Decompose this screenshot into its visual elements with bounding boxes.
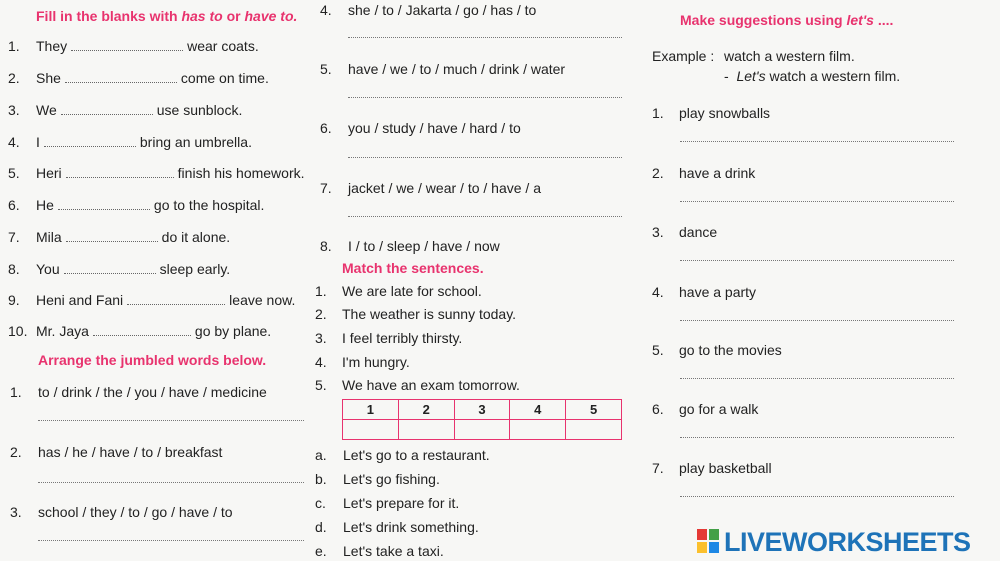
item-subject: She	[36, 70, 61, 86]
answer-blank[interactable]	[66, 167, 174, 178]
match-option	[315, 543, 444, 559]
item-number: 1.	[10, 384, 22, 400]
jumbled-item	[10, 444, 222, 460]
option-letter: b.	[315, 471, 327, 487]
match-option	[315, 447, 490, 463]
item-subject: He	[36, 197, 54, 213]
item-number: 6.	[652, 401, 664, 417]
item-number: 5.	[652, 342, 664, 358]
section4-title-em: let's	[846, 12, 874, 28]
fill-blank-item	[8, 292, 295, 308]
suggestion-prompt: go to the movies	[679, 342, 782, 358]
section2-title: Arrange the jumbled words below.	[38, 352, 267, 368]
fill-blank-item	[8, 102, 242, 118]
match-answer-table	[342, 399, 622, 440]
answer-line[interactable]	[680, 260, 954, 261]
section1-title-em1: has to	[181, 8, 223, 24]
suggestion-item	[652, 401, 758, 417]
item-number: 10.	[8, 323, 28, 339]
jumbled-words: I / to / sleep / have / now	[348, 238, 500, 254]
jumbled-item	[320, 238, 500, 254]
item-number: 9.	[8, 292, 20, 308]
jumbled-item	[10, 384, 267, 400]
match-sentence	[315, 354, 410, 370]
jumbled-words: have / we / to / much / drink / water	[348, 61, 566, 77]
match-option	[315, 471, 440, 487]
answer-blank[interactable]	[127, 294, 225, 305]
item-number: 1.	[652, 105, 664, 121]
answer-line[interactable]	[348, 216, 622, 217]
item-subject: I	[36, 134, 40, 150]
match-sentence	[315, 377, 520, 393]
answer-blank[interactable]	[66, 231, 158, 242]
item-rest: finish his homework.	[177, 165, 305, 181]
answer-line[interactable]	[38, 540, 304, 541]
section3-title: Match the sentences.	[342, 260, 484, 276]
item-subject: Heri	[36, 165, 62, 181]
suggestion-item	[652, 105, 770, 121]
item-subject: They	[36, 38, 68, 54]
sentence-text: The weather is sunny today.	[342, 306, 517, 322]
section1-title	[36, 8, 297, 24]
fill-blank-item	[8, 261, 230, 277]
option-text: Let's take a taxi.	[343, 543, 444, 559]
match-header-4: 4	[510, 400, 566, 420]
jumbled-item	[320, 180, 541, 196]
jumbled-item	[320, 61, 565, 77]
match-answer-cell-2[interactable]	[398, 420, 454, 440]
answer-line[interactable]	[680, 141, 954, 142]
answer-line[interactable]	[680, 201, 954, 202]
fill-blank-item	[8, 38, 259, 54]
option-text: Let's prepare for it.	[343, 495, 460, 511]
suggestion-item	[652, 284, 756, 300]
answer-line[interactable]	[38, 482, 304, 483]
match-sentence	[315, 330, 462, 346]
suggestion-prompt: dance	[679, 224, 718, 240]
example-label: Example :	[652, 48, 715, 64]
item-number: 1.	[8, 38, 20, 54]
item-number: 6.	[8, 197, 20, 213]
fill-blank-item	[8, 197, 264, 213]
item-number: 2.	[10, 444, 22, 460]
section4-title-pre: Make suggestions using	[680, 12, 847, 28]
item-number: 3.	[8, 102, 20, 118]
answer-line[interactable]	[680, 320, 954, 321]
match-sentence	[315, 306, 516, 322]
match-header-1: 1	[343, 400, 399, 420]
suggestion-item	[652, 460, 772, 476]
item-rest: bring an umbrella.	[139, 134, 252, 150]
jumbled-words: has / he / have / to / breakfast	[38, 444, 223, 460]
jumbled-words: school / they / to / go / have / to	[38, 504, 233, 520]
fill-blank-item	[8, 165, 305, 181]
fill-blank-item	[8, 323, 271, 339]
answer-blank[interactable]	[58, 199, 150, 210]
option-letter: d.	[315, 519, 327, 535]
sentence-text: I'm hungry.	[342, 354, 410, 370]
answer-blank[interactable]	[93, 325, 191, 336]
example-dash: -	[724, 68, 729, 84]
item-number: 4.	[315, 354, 327, 370]
jumbled-item	[10, 504, 233, 520]
suggestion-prompt: go for a walk	[679, 401, 759, 417]
sentence-text: I feel terribly thirsty.	[342, 330, 463, 346]
match-answer-cell-1[interactable]	[343, 420, 399, 440]
item-subject: We	[36, 102, 57, 118]
item-subject: Heni and Fani	[36, 292, 124, 308]
answer-blank[interactable]	[44, 136, 136, 147]
item-number: 4.	[8, 134, 20, 150]
match-option	[315, 519, 479, 535]
answer-blank[interactable]	[61, 104, 153, 115]
match-option	[315, 495, 459, 511]
example-lets: Let's	[736, 68, 766, 84]
suggestion-prompt: have a drink	[679, 165, 756, 181]
section4-title	[680, 12, 893, 28]
item-number: 4.	[320, 2, 332, 18]
item-number: 3.	[652, 224, 664, 240]
jumbled-words: jacket / we / wear / to / have / a	[348, 180, 541, 196]
sentence-text: We are late for school.	[342, 283, 482, 299]
answer-line[interactable]	[38, 420, 304, 421]
item-subject: Mr. Jaya	[36, 323, 89, 339]
section1-title-em2: have to.	[244, 8, 298, 24]
answer-blank[interactable]	[71, 40, 183, 51]
item-number: 3.	[315, 330, 327, 346]
suggestion-item	[652, 165, 755, 181]
match-answer-cell-4[interactable]	[510, 420, 566, 440]
option-letter: e.	[315, 543, 327, 559]
answer-line[interactable]	[348, 157, 622, 158]
section4-title-post: ....	[873, 12, 894, 28]
item-number: 1.	[315, 283, 327, 299]
item-number: 5.	[8, 165, 20, 181]
jumbled-words: she / to / Jakarta / go / has / to	[348, 2, 537, 18]
fill-blank-item	[8, 134, 252, 150]
item-number: 6.	[320, 120, 332, 136]
suggestion-prompt: play snowballs	[679, 105, 771, 121]
option-letter: a.	[315, 447, 327, 463]
item-rest: go by plane.	[194, 323, 272, 339]
item-number: 8.	[320, 238, 332, 254]
suggestion-item	[652, 342, 782, 358]
answer-line[interactable]	[680, 378, 954, 379]
section1-title-pre: Fill in the blanks with	[36, 8, 182, 24]
answer-blank[interactable]	[65, 72, 177, 83]
item-subject: You	[36, 261, 60, 277]
item-rest: sleep early.	[159, 261, 231, 277]
jumbled-item	[320, 120, 521, 136]
fill-blank-item	[8, 229, 230, 245]
suggestion-item	[652, 224, 717, 240]
sentence-text: We have an exam tomorrow.	[342, 377, 520, 393]
item-number: 7.	[652, 460, 664, 476]
item-rest: go to the hospital.	[153, 197, 265, 213]
match-header-5: 5	[566, 400, 622, 420]
item-number: 2.	[315, 306, 327, 322]
match-answer-cell-3[interactable]	[454, 420, 510, 440]
logo-mark-icon	[697, 529, 719, 553]
item-number: 5.	[320, 61, 332, 77]
match-header-2: 2	[398, 400, 454, 420]
fill-blank-item	[8, 70, 269, 86]
jumbled-words: to / drink / the / you / have / medicine	[38, 384, 267, 400]
example-rest: watch a western film.	[765, 68, 901, 84]
item-number: 8.	[8, 261, 20, 277]
item-number: 7.	[320, 180, 332, 196]
answer-line[interactable]	[680, 496, 954, 497]
example-prompt: watch a western film.	[724, 48, 855, 64]
suggestion-prompt: play basketball	[679, 460, 772, 476]
item-rest: wear coats.	[187, 38, 259, 54]
match-sentence	[315, 283, 482, 299]
answer-blank[interactable]	[64, 263, 156, 274]
item-number: 4.	[652, 284, 664, 300]
item-rest: use sunblock.	[156, 102, 243, 118]
liveworksheets-logo	[697, 526, 995, 558]
section1-title-mid: or	[222, 8, 245, 24]
answer-line[interactable]	[680, 437, 954, 438]
example-answer	[724, 68, 900, 84]
logo-text: LIVEWORKSHEETS	[724, 527, 971, 557]
match-answer-cell-5[interactable]	[566, 420, 622, 440]
item-rest: do it alone.	[161, 229, 231, 245]
item-number: 3.	[10, 504, 22, 520]
answer-line[interactable]	[348, 37, 622, 38]
item-number: 5.	[315, 377, 327, 393]
option-letter: c.	[315, 495, 326, 511]
option-text: Let's go to a restaurant.	[343, 447, 490, 463]
answer-line[interactable]	[348, 97, 622, 98]
item-number: 2.	[652, 165, 664, 181]
item-number: 2.	[8, 70, 20, 86]
option-text: Let's go fishing.	[343, 471, 440, 487]
item-rest: come on time.	[180, 70, 269, 86]
jumbled-item	[320, 2, 536, 18]
item-number: 7.	[8, 229, 20, 245]
match-header-3: 3	[454, 400, 510, 420]
item-rest: leave now.	[229, 292, 296, 308]
option-text: Let's drink something.	[343, 519, 479, 535]
item-subject: Mila	[36, 229, 62, 245]
suggestion-prompt: have a party	[679, 284, 757, 300]
jumbled-words: you / study / have / hard / to	[348, 120, 521, 136]
